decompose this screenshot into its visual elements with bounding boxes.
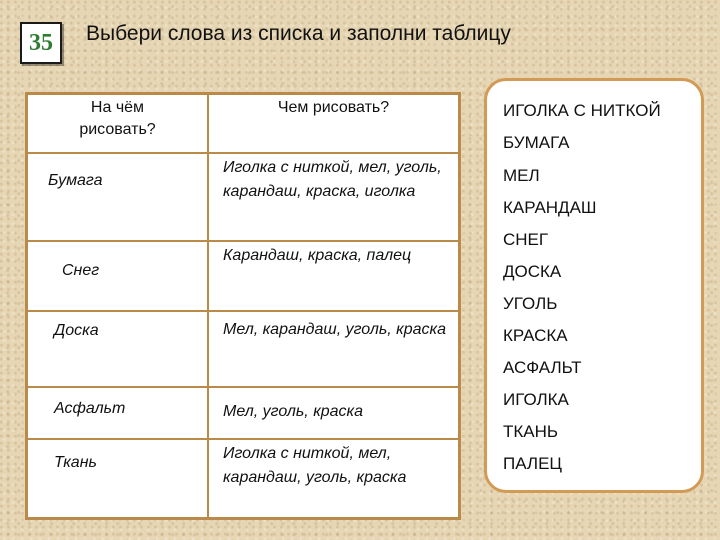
exercise-number: 35 [29,29,53,56]
list-item: КАРАНДАШ [503,198,597,217]
list-item: СНЕГ [503,230,549,249]
row-tools: Иголка с ниткой, мел, уголь, карандаш, краска, иголка [208,153,458,241]
row-surface: Доска [28,311,208,387]
exercise-instruction: Выбери слова из списка и заполни таблицу [86,22,511,45]
row-tools: Карандаш, краска, палец [208,241,458,311]
row-tools: Мел, уголь, краска [208,387,458,439]
answer-table [25,92,461,520]
row-surface: Бумага [28,153,208,241]
row-surface: Снег [28,241,208,311]
row-surface: Асфальт [28,387,208,439]
exercise-number-badge [20,22,62,64]
list-item: ПАЛЕЦ [503,454,563,473]
list-item: ИГОЛКА С НИТКОЙ [503,101,661,120]
row-surface: Ткань [28,439,208,517]
table-row [28,241,458,311]
row-tools: Иголка с ниткой, мел, карандаш, уголь, краска [208,439,458,517]
list-item: ИГОЛКА [503,390,569,409]
word-list-box [484,78,704,493]
list-item: ТКАНЬ [503,422,559,441]
list-item: БУМАГА [503,133,570,152]
list-item: ДОСКА [503,262,562,281]
header-surface: На чём рисовать? [28,95,208,153]
table-row [28,439,458,517]
list-item: КРАСКА [503,326,568,345]
header-tools: Чем рисовать? [208,95,458,153]
list-item: АСФАЛЬТ [503,358,582,377]
table-row [28,387,458,439]
row-tools: Мел, карандаш, уголь, краска [208,311,458,387]
list-item: УГОЛЬ [503,294,558,313]
table-row [28,311,458,387]
list-item: МЕЛ [503,166,540,185]
table-row [28,153,458,241]
table-header-row [28,95,458,153]
